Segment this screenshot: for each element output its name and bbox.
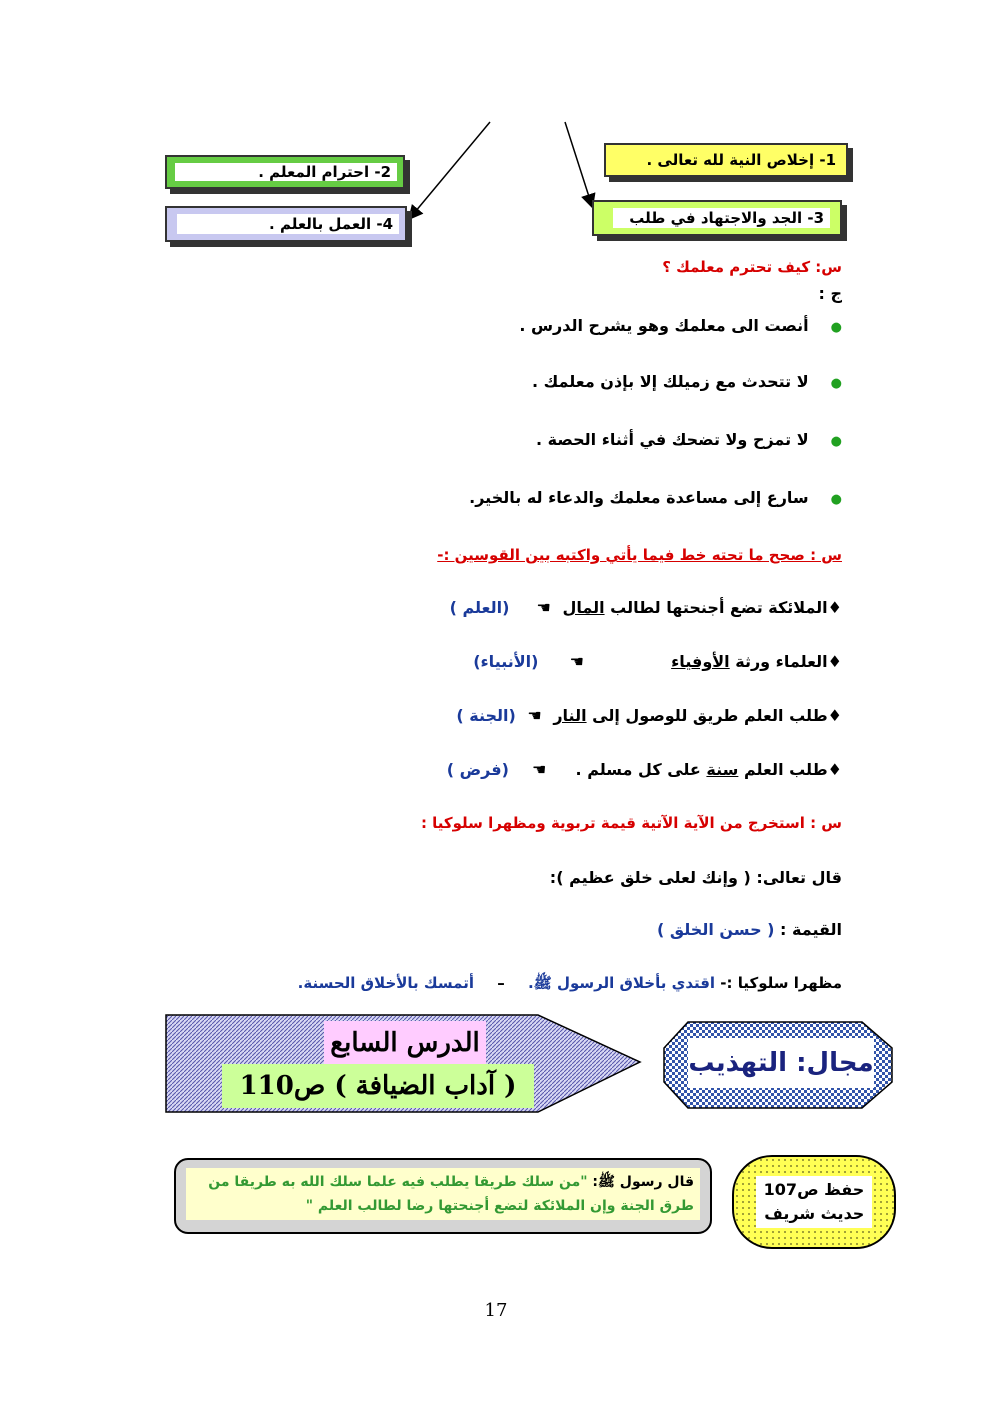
box-1	[604, 143, 848, 177]
bullet-dot-icon: ●	[830, 376, 842, 391]
box-4	[165, 206, 407, 242]
arrows	[0, 0, 992, 260]
q2-question: س : صحح ما تحته خط فيما يأتي واكتبه بين القوسين :-	[437, 546, 842, 564]
box-3	[592, 200, 842, 236]
lesson-subtitle: ( آداب الضيافة ) ص110	[239, 1071, 517, 1101]
q1-answer-label: ج :	[818, 284, 842, 303]
q3-behavior: مظهرا سلوكيا :- اقتدي بأخلاق الرسول ﷺ. – أتمسك بالأخلاق الحسنة.	[297, 974, 842, 992]
q3-question: س : استخرج من الآية الآتية قيمة تربوية ومظهرا سلوكيا :	[420, 814, 842, 832]
lesson-title: الدرس السابع	[330, 1028, 480, 1058]
domain-label: مجال: التهذيب	[688, 1048, 874, 1078]
box-4-text: 4- العمل بالعلم .	[269, 215, 393, 233]
pointer-icon: ☚	[532, 760, 547, 779]
q2-item-2: ♦العلماء ورثة الأوفياء ☚ (الأنبياء)	[473, 652, 842, 671]
q3-verse: قال تعالى: ( وإنك لعلى خلق عظيم ):	[549, 868, 842, 887]
hadith-text: "من سلك طريقا يطلب فيه علما سلك الله به طريقا من طرق الجنة وإن الملائكة لتضع أجنحتها رضا لطالب العلم "	[208, 1174, 694, 1214]
bullet-dot-icon: ●	[830, 434, 842, 449]
q3-value: القيمة : ( حسن الخلق )	[656, 920, 842, 939]
box-2-text: 2- احترام المعلم .	[258, 163, 391, 181]
pointer-icon: ☚	[527, 706, 542, 725]
pointer-icon: ☚	[536, 598, 551, 617]
box-2	[165, 155, 405, 189]
box-1-text: 1- إخلاص النية لله تعالى .	[646, 151, 836, 169]
hadith-intro: قال رسول ﷺ:	[587, 1174, 694, 1190]
q1-question: س: كيف تحترم معلمك ؟	[662, 258, 842, 276]
q1-bullet-4: ●سارع إلى مساعدة معلمك والدعاء له بالخير.	[469, 488, 842, 507]
arrow-to-box3	[565, 122, 592, 206]
q2-item-4: ♦طلب العلم سنة على كل مسلم . ☚ (فرض )	[446, 760, 842, 779]
memorize-badge	[732, 1155, 896, 1249]
arrow-to-box4	[410, 122, 490, 218]
q1-bullet-1: ●أنصت الى معلمك وهو يشرح الدرس .	[519, 316, 842, 335]
page-number: 17	[484, 1300, 508, 1321]
lesson-title-box	[324, 1021, 486, 1065]
hadith-type: حديث شريف	[764, 1204, 865, 1223]
q2-item-1: ♦الملائكة تضع أجنحتها لطالب المال ☚ (العلم )	[449, 598, 842, 617]
lesson-subtitle-box	[222, 1064, 534, 1108]
q1-bullet-2: ●لا تتحدث مع زميلك إلا بإذن معلمك .	[531, 372, 842, 391]
q2-item-3: ♦طلب العلم طريق للوصول إلى النار ☚ (الجنة )	[456, 706, 842, 725]
memorize-page: حفظ ص107	[763, 1180, 865, 1199]
bullet-dot-icon: ●	[830, 320, 842, 335]
hadith-box	[174, 1158, 712, 1234]
pointer-icon: ☚	[569, 652, 584, 671]
bullet-dot-icon: ●	[830, 492, 842, 507]
domain-label-bg	[688, 1038, 874, 1088]
box-3-text: 3- الجد والاجتهاد في طلب	[629, 209, 824, 227]
q1-bullet-3: ●لا تمزح ولا تضحك في أثناء الحصة .	[536, 430, 842, 449]
